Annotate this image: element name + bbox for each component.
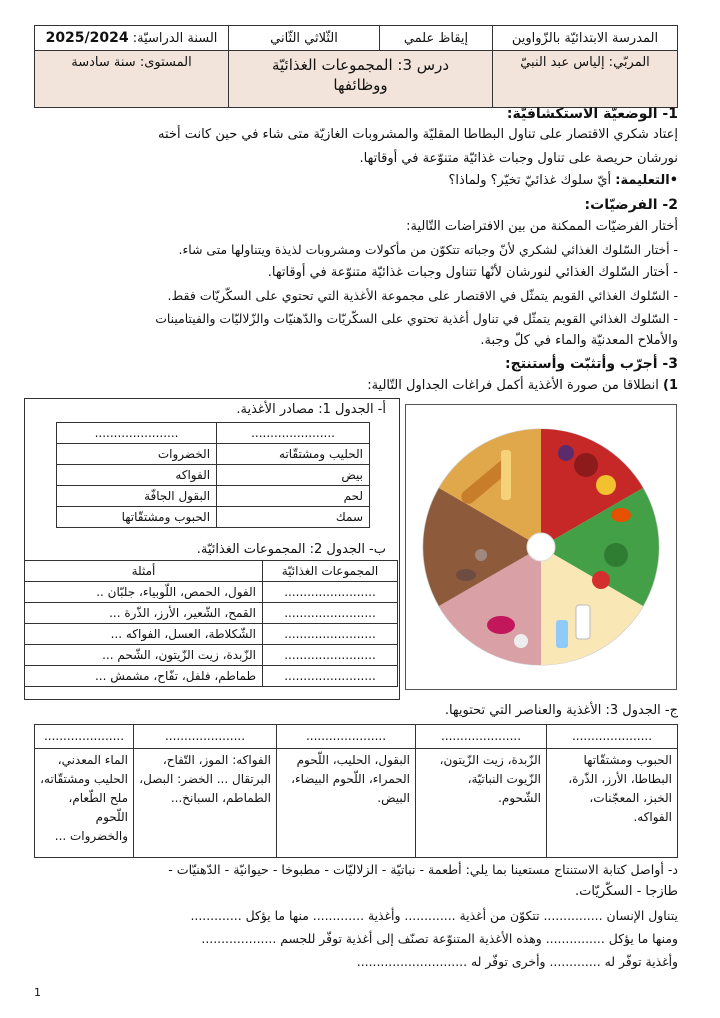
lesson-title xyxy=(229,51,493,108)
lesson-title-text: المجموعات الغذائيّة xyxy=(271,56,393,74)
term: الثّلاثي الثّاني xyxy=(229,26,380,51)
table-row xyxy=(25,603,398,624)
table1-cell: الحبوب ومشتقّاتها xyxy=(57,507,217,528)
table-row xyxy=(57,465,370,486)
table2-header-examples: أمثلة xyxy=(25,561,263,582)
table1-cell: الحليب ومشتقّاته xyxy=(217,444,370,465)
hypothesis-1: - أختار السّلوك الغذائي لشكري لأنّ وجباته تتكوّن من مأكولات ومشروبات لذيذة ويتناولها متى شاء. xyxy=(178,242,678,257)
conclusion-line-2: ومنها ما يؤكل ............... وهذه الأغذية المتنوّعة تصنّف إلى أغذية توفّر للجسم ................... xyxy=(201,931,678,946)
year-value: 2025/2024 xyxy=(45,30,129,46)
table1-header xyxy=(57,423,370,444)
page-number: 1 xyxy=(34,986,41,999)
table1-cell: الفواكه xyxy=(57,465,217,486)
table1 xyxy=(56,422,370,528)
table1-caption: أ- الجدول 1: مصادر الأغذية. xyxy=(236,402,386,417)
school-year xyxy=(35,26,229,51)
table1-header-cell: ...................... xyxy=(57,423,217,444)
table3-header-cell: ..................... xyxy=(416,725,547,749)
school-name: المدرسة الابتدائيّة بالزّواوين xyxy=(493,26,678,51)
table2-cell: ........................ xyxy=(263,645,398,666)
section3-title: 3- أجرّب وأتثبّت وأستنتج: xyxy=(505,356,678,372)
table3-cell: الحبوب ومشتقّاتها البطاطا، الأرز، الذّرة، الخبز، المعجّنات، الفواكه. xyxy=(547,749,678,858)
activity-1 xyxy=(367,378,678,393)
table1-cell: لحم xyxy=(217,486,370,507)
table-row xyxy=(25,645,398,666)
table-row xyxy=(57,486,370,507)
conclusion-line-3: وأغذية توفّر له ............. وأخرى توفّر له ............................ xyxy=(356,954,678,969)
table2-cell: القمح، الشّعير، الأرز، الذّرة ... xyxy=(25,603,263,624)
instruction xyxy=(449,173,679,188)
table2-cell: ........................ xyxy=(263,666,398,687)
hypothesis-2: - أختار السّلوك الغذائي لنورشان لأنّها تتناول وجبات غذائيّة متنوّعة في أوقاتها. xyxy=(267,265,678,280)
activity-number: 1) xyxy=(663,378,678,393)
table2-cell: طماطم، فلفل، تفّاح، مشمش ... xyxy=(25,666,263,687)
table2-header-groups: المجموعات الغذائيّة xyxy=(263,561,398,582)
food-groups-image xyxy=(405,404,677,690)
lesson-prefix: درس 3: xyxy=(397,56,450,74)
teacher-name: المربّي: إلياس عبد النبيّ xyxy=(493,51,678,108)
section1-line2: نورشان حريصة على تناول وجبات غذائيّة متنوّعة في أوقاتها. xyxy=(359,151,678,166)
hypothesis-4b: والأملاح المعدنيّة والماء في كلّ وجبة. xyxy=(480,333,678,348)
activity-text: انطلاقا من صورة الأغذية أكمل فراغات الجداول التّالية: xyxy=(367,378,659,393)
table2-cell: ........................ xyxy=(263,582,398,603)
table1-cell: الخضروات xyxy=(57,444,217,465)
table1-header-cell: ...................... xyxy=(217,423,370,444)
table3-header-cell: ..................... xyxy=(547,725,678,749)
year-label: السنة الدراسيّة: xyxy=(132,31,218,46)
table2-caption: ب- الجدول 2: المجموعات الغذائيّة. xyxy=(196,542,386,557)
table2-cell: الشّكلاطة، العسل، الفواكه ... xyxy=(25,624,263,645)
table2-header xyxy=(25,561,398,582)
instruction-text: أيّ سلوك غذائيّ تخيّر؟ ولماذا؟ xyxy=(448,173,612,188)
conclusion-intro-2: طازجا - السكّريّات. xyxy=(574,884,678,899)
table3-header-cell: ..................... xyxy=(134,725,277,749)
table2-cell: الفول، الحمص، اللّوبياء، جلبّان .. xyxy=(25,582,263,603)
section1-line1: إعتاد شكري الاقتصار على تناول البطاطا المقليّة والمشروبات الغازيّة متى شاء في حين كانت أخته xyxy=(158,127,678,142)
subject: إيقاظ علمي xyxy=(380,26,493,51)
hypothesis-3: - السّلوك الغذائي القويم يتمثّل في الاقتصار على مجموعة الأغذية التي تحتوي على السكّريّات فقط. xyxy=(167,288,678,303)
table3-header xyxy=(35,725,678,749)
lesson-title-text2: ووظائفها xyxy=(333,76,388,94)
hypotheses-intro: أختار الفرضيّات الممكنة من بين الافتراضات التّالية: xyxy=(406,219,678,234)
table3 xyxy=(34,724,678,858)
table2-cell: ........................ xyxy=(263,624,398,645)
section2-title: 2- الفرضيّات: xyxy=(584,197,678,213)
table3-caption: ج- الجدول 3: الأغذية والعناصر التي تحتويها. xyxy=(444,703,678,718)
table-row xyxy=(25,582,398,603)
table3-header-cell: ..................... xyxy=(35,725,134,749)
table3-header-cell: ..................... xyxy=(277,725,416,749)
table3-cell: الفواكه: الموز، التّفاح، البرتقال ... الخضر: البصل، الطماطم، السبانخ... xyxy=(134,749,277,858)
hypothesis-4a: - السّلوك الغذائي القويم يتمثّل في تناول أغذية تحتوي على السكّريّات والدّهنيّات والزّلاليّات والفيتامينات xyxy=(155,311,678,326)
table1-cell: البقول الجافّة xyxy=(57,486,217,507)
instruction-label: •التعليمة: xyxy=(615,173,678,188)
table-row xyxy=(57,444,370,465)
table2-cell: الزّبدة، زيت الزّيتون، الشّحم ... xyxy=(25,645,263,666)
table2 xyxy=(24,560,398,687)
table-row xyxy=(25,624,398,645)
table-row xyxy=(25,666,398,687)
food-wheel-illustration xyxy=(406,405,676,689)
section1-title: 1- الوضعيّة الاستكشافيّة: xyxy=(506,106,678,122)
table2-cell: ........................ xyxy=(263,603,398,624)
level: المستوى: سنة سادسة xyxy=(35,51,229,108)
header-table xyxy=(34,25,678,108)
table3-cell: البقول، الحليب، اللّحوم الحمراء، اللّحوم البيضاء، البيض. xyxy=(277,749,416,858)
table1-cell: سمك xyxy=(217,507,370,528)
table3-cell: الماء المعدني، الحليب ومشتقّاته، ملح الطّعام، اللّحوم والخضروات ... xyxy=(35,749,134,858)
table-row xyxy=(35,749,678,858)
table1-cell: بيض xyxy=(217,465,370,486)
table-row xyxy=(57,507,370,528)
table3-cell: الزّبدة، زيت الزّيتون، الزّيوت النباتيّة، الشّحوم. xyxy=(416,749,547,858)
conclusion-intro-1: د- أواصل كتابة الاستنتاج مستعينا بما يلي: أطعمة - نباتيّة - الزلاليّات - مطبوخا - حيوانيّة - الدّهنيّات - xyxy=(168,862,678,877)
conclusion-line-1: يتناول الإنسان ............... تتكوّن من أغذية ............. وأغذية ............. منها ما يؤكل ............. xyxy=(190,908,678,923)
